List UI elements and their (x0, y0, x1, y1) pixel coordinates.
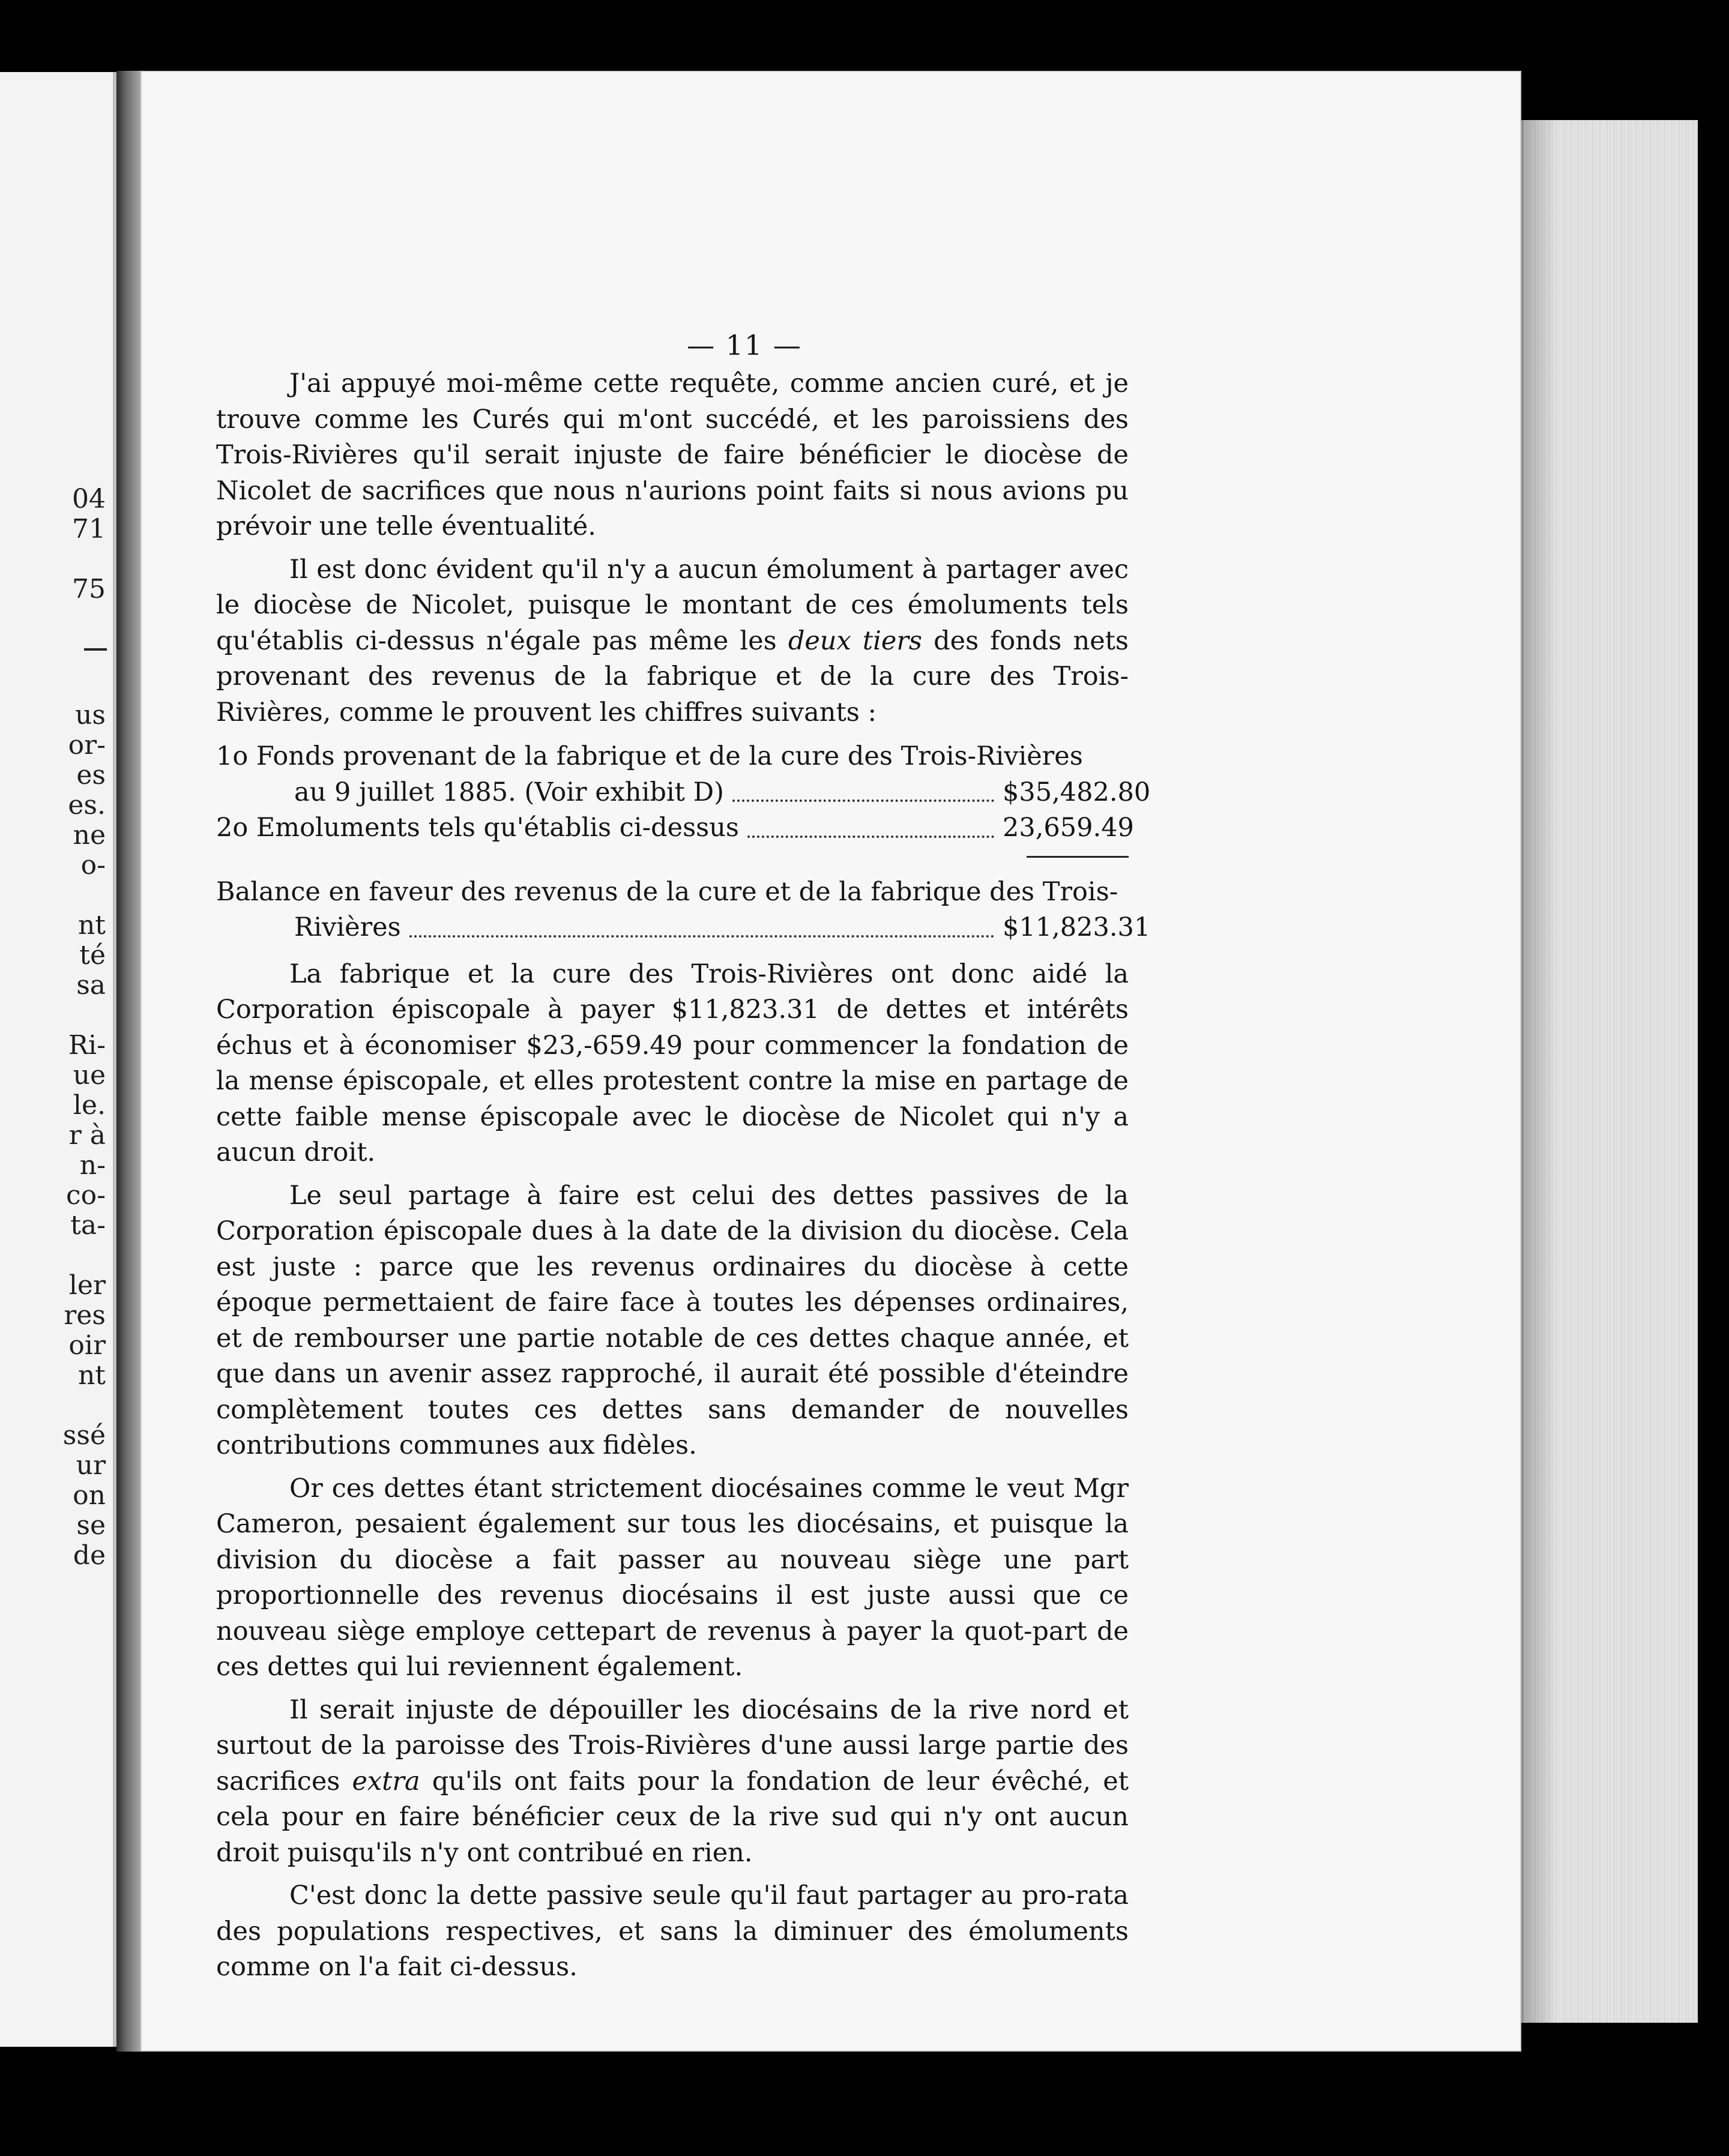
left-page-fragment: on (73, 1480, 106, 1511)
ledger-item-1-label-line-2: au 9 juillet 1885. (Voir exhibit D) (294, 777, 724, 807)
ledger-item-2 (216, 810, 1134, 846)
dot-leader (747, 835, 994, 838)
left-page-fragment: nt (77, 910, 106, 941)
dot-leader (409, 935, 994, 938)
left-page-fragment: ue (73, 1060, 106, 1091)
ledger-item-1-label-line-1: 1o Fonds provenant de la fabrique et de la cure des Trois-Rivières (216, 741, 1083, 771)
ledger-item-1-line-2 (216, 775, 1151, 811)
left-page-fragment: ler (68, 1270, 106, 1301)
ledger-balance-label-line-2: Rivières (294, 912, 401, 942)
left-page-fragment: le. (73, 1090, 106, 1121)
ledger-item-1-amount: $35,482.80 (1003, 777, 1151, 807)
ledger-item-2-amount: 23,659.49 (1003, 813, 1134, 843)
paragraph-6 (216, 1693, 1129, 1871)
left-page-fragment: or- (68, 730, 106, 760)
left-page-fragment: co- (66, 1180, 106, 1211)
left-page-fragment: 75 (72, 574, 106, 604)
left-page-fragment: se (76, 1510, 106, 1541)
left-page-fragment: té (79, 940, 106, 971)
ledger-balance-amount: $11,823.31 (1003, 912, 1151, 942)
paragraph-3: La fabrique et la cure des Trois-Rivières ont donc aidé la Corporation épiscopale à payer $11,823.31 de dettes et intérêts échus et à économiser $23,-659.49 pour commencer la fondation de la mense épiscopale, et elles protestent contre la mise en partage de cette faible mense épiscopale avec le diocèse de Nicolet qui n'y a aucun droit. (216, 959, 1129, 1167)
page-number: — 11 — (687, 329, 802, 361)
left-page-fragment: ssé (62, 1420, 106, 1451)
page-content (216, 366, 1151, 1993)
ledger-item-2-label: 2o Emoluments tels qu'établis ci-dessus (216, 813, 739, 843)
paragraph-6-italic: extra (352, 1766, 420, 1796)
left-page-fragment: nt (77, 1360, 106, 1391)
ledger (216, 739, 1151, 946)
left-page-fragment: es. (68, 790, 106, 821)
ledger-balance-line-1 (216, 875, 1129, 911)
left-page-fragment: Ri- (68, 1030, 106, 1061)
paragraph-2-text-a: Il est donc évident qu'il n'y a aucun émolument à partager avec le diocèse de Nicolet, puisque le montant de ces émoluments tels qu'établis ci-dessus n'égale pas même les (216, 554, 1129, 656)
book-gutter (116, 71, 140, 2052)
left-page-fragment: 04 (72, 484, 106, 514)
left-page-fragment: ta- (70, 1210, 106, 1241)
sum-rule (1027, 856, 1129, 858)
dot-leader (732, 799, 994, 802)
paragraph-2-text-b: des fonds nets provenant des revenus de la fabrique et de la cure des Trois-Rivières, comme le prouvent les chiffres suivants : (216, 625, 1129, 727)
paragraph-5: Or ces dettes étant strictement diocésaines comme le veut Mgr Cameron, pesaient également sur tous les diocésains, et puisque la division du diocèse a fait passer au nouveau siège une part proportionnelle des revenus diocésains il est juste aussi que ce nouveau siège employe cettepart de revenus à payer la quot-part de ces dettes qui lui reviennent également. (216, 1473, 1129, 1682)
left-page-fragment: o- (80, 850, 106, 881)
left-page-fragment: oir (68, 1330, 106, 1361)
left-page-rule (84, 648, 107, 651)
left-page-fragment: n- (79, 1150, 106, 1181)
paragraph-2 (216, 552, 1129, 731)
paragraph-1: J'ai appuyé moi-même cette requête, comme ancien curé, et je trouve comme les Curés qui m'ont succédé, et les paroissiens des Trois-Rivières qu'il serait injuste de faire bénéficier le diocèse de Nicolet de sacrifices que nous n'aurions point faits si nous avions pu prévoir une telle éventualité. (216, 369, 1129, 541)
left-page-fragment: res (64, 1300, 106, 1331)
left-page-fragment: es (76, 760, 106, 790)
left-page-fragment: sa (76, 970, 106, 1001)
left-page-fragment: de (73, 1540, 106, 1571)
book-edge-shadow (1521, 120, 1557, 2023)
ledger-balance-label-line-1: Balance en faveur des revenus de la cure et de la fabrique des Trois- (216, 876, 1118, 907)
paragraph-6-text-a: Il serait injuste de dépouiller les diocésains de la rive nord et surtout de la paroisse des Trois-Rivières d'une aussi large partie des sacrifices (216, 1694, 1129, 1796)
left-facing-page (0, 72, 116, 2047)
left-page-fragment: ur (76, 1450, 106, 1481)
ledger-item-1-line-1 (216, 739, 1129, 775)
paragraph-7: C'est donc la dette passive seule qu'il faut partager au pro-rata des populations respectives, et sans la diminuer des émoluments comme on l'a fait ci-dessus. (216, 1880, 1129, 1982)
left-page-fragment: r à (68, 1120, 106, 1151)
paragraph-2-italic: deux tiers (788, 625, 922, 656)
left-page-fragment: ne (73, 820, 106, 851)
left-page-fragment: 71 (72, 514, 106, 544)
paragraph-4: Le seul partage à faire est celui des dettes passives de la Corporation épiscopale dues à la date de la division du diocèse. Cela est juste : parce que les revenus ordinaires du diocèse à cette époque permettaient de faire face à toutes les dépenses ordinaires, et de rembourser une partie notable de ces dettes chaque année, et que dans un avenir assez rapproché, il aurait été possible d'éteindre complètement toutes ces dettes sans demander de nouvelles contributions communes aux fidèles. (216, 1180, 1129, 1460)
left-page-fragment: us (75, 700, 106, 730)
ledger-balance-line-2 (216, 910, 1151, 946)
paragraph-6-text-b: qu'ils ont faits pour la fondation de leur évêché, et cela pour en faire bénéficier ceux de la rive sud qui n'y ont aucun droit puisqu'ils n'y ont contribué en rien. (216, 1766, 1129, 1868)
